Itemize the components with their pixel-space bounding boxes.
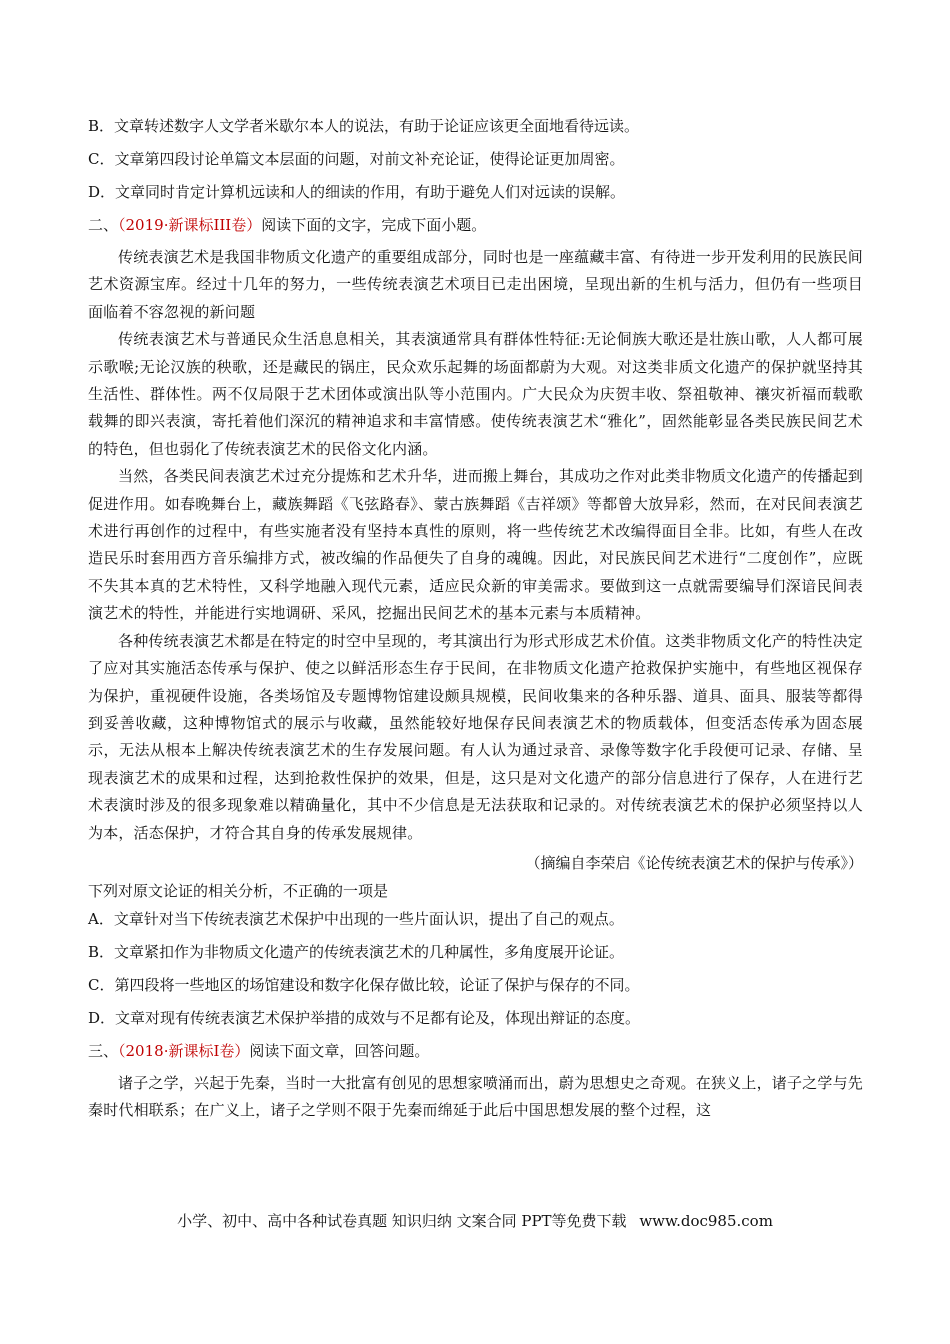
option-b: B．文章紧扣作为非物质文化遗产的传统表演艺术的几种属性，多角度展开论证。	[88, 942, 625, 961]
option-d-prev: D．文章同时肯定计算机远读和人的细读的作用，有助于避免人们对远读的误解。	[88, 183, 626, 201]
passage-source: （摘编自李荣启《论传统表演艺术的保护与传承》）	[525, 853, 863, 872]
section-3-number: 三、	[88, 1041, 119, 1060]
section-2-source-tag: （2019·新课标III卷）	[118, 216, 262, 234]
section-3-paragraph: 诸子之学，兴起于先秦，当时一大批富有创见的思想家喷涌而出，蔚为思想史之奇观。在狭义上，诸子之学与先秦时代相联系；在广义上，诸子之学则不限于先秦而绵延于此后中国思想发展的整个过程，这	[88, 1073, 863, 1120]
option-d: D．文章对现有传统表演艺术保护举措的成效与不足都有论及，体现出辩证的态度。	[88, 1008, 641, 1027]
option-c: C．第四段将一些地区的场馆建设和数字化保存做比较，论证了保护与保存的不同。	[88, 975, 640, 994]
section-2-heading	[88, 211, 863, 239]
option-c-prev: C．文章第四段讨论单篇文本层面的问题，对前文补充论证，使得论证更加周密。	[88, 150, 625, 168]
passage-paragraph-1: 传统表演艺术是我国非物质文化遗产的重要组成部分，同时也是一座蕴藏丰富、有待进一步开发利用的民族民间艺术资源宝库。经过十几年的努力，一些传统表演艺术项目已走出困境，呈现出新的生机与活力，但仍有一些项目面临着不容忽视的新问题	[88, 248, 863, 321]
section-3-source-tag: （2018·新课标I卷）	[118, 1041, 250, 1060]
question-stem: 下列对原文论证的相关分析，不正确的一项是	[88, 881, 389, 900]
footer-site-link[interactable]: www.doc985.com	[639, 1212, 773, 1230]
page-footer	[0, 1210, 950, 1231]
passage-paragraph-3: 当然，各类民间表演艺术过充分提炼和艺术升华，进而搬上舞台，其成功之作对此类非物质文化遗产的传播起到促进作用。如春晚舞台上，藏族舞蹈《飞弦路春》、蒙古族舞蹈《吉祥颂》等都曾大放异彩，然而，在对民间表演艺术进行再创作的过程中，有些实施者没有坚持本真性的原则，将一些传统艺术改编得面目全非。比如，有些人在改造民乐时套用西方音乐编排方式，被改编的作品便失了自身的魂魄。因此，对民族民间艺术进行“二度创作”，应既不失其本真的艺术特性，又科学地融入现代元素，适应民众新的审美需求。要做到这一点就需要编导们深谙民间表演艺术的特性，并能进行实地调研、采风，挖掘出民间艺术的基本元素与本质精神。	[88, 467, 863, 623]
footer-text: 小学、初中、高中各种试卷真题 知识归纳 文案合同 PPT等免费下载	[177, 1212, 627, 1230]
section-2-number: 二、	[88, 216, 119, 234]
section-3-instruction: 阅读下面文章，回答问题。	[249, 1041, 430, 1060]
passage-paragraph-2: 传统表演艺术与普通民众生活息息相关，其表演通常具有群体性特征:无论侗族大歌还是壮族山歌，人人都可展示歌喉;无论汉族的秧歌，还是藏民的锅庄，民众欢乐起舞的场面都蔚为大观。对这类非质文化遗产的保护就坚持其生活性、群体性。两不仅局限于艺术团体或演出队等小范围内。广大民众为庆贺丰收、祭祖敬神、禳灾祈福而载歌载舞的即兴表演，寄托着他们深沉的精神追求和丰富情感。使传统表演艺术“雅化”，固然能彰显各类民族民间艺术的特色，但也弱化了传统表演艺术的民俗文化内涵。	[88, 330, 863, 458]
option-a: A．文章针对当下传统表演艺术保护中出现的一些片面认识，提出了自己的观点。	[88, 909, 624, 928]
document-page	[88, 112, 863, 1125]
passage-paragraph-4: 各种传统表演艺术都是在特定的时空中呈现的，考其演出行为形式形成艺术价值。这类非物质文化产的特性决定了应对其实施活态传承与保护、使之以鲜活形态生存于民间，在非物质文化遗产抢救保护实施中，有些地区视保存为保护，重视硬件设施，各类场馆及专题博物馆建设颇具规模，民间收集来的各种乐器、道具、面具、服装等都得到妥善收藏，这种博物馆式的展示与收藏，虽然能较好地保存民间表演艺术的物质载体，但变活态传承为固态展示，无法从根本上解决传统表演艺术的生存发展问题。有人认为通过录音、录像等数字化手段便可记录、存储、呈现表演艺术的成果和过程，达到抢救性保护的效果，但是，这只是对文化遗产的部分信息进行了保存，人在进行艺术表演时涉及的很多现象难以精确量化，其中不少信息是无法获取和记录的。对传统表演艺术的保护必须坚持以人为本，活态保护，才符合其自身的传承发展规律。	[88, 631, 863, 842]
section-3-heading	[88, 1037, 863, 1065]
section-2-instruction: 阅读下面的文字，完成下面小题。	[261, 216, 487, 234]
option-b-prev: B．文章转述数字人文学者米歇尔本人的说法，有助于论证应该更全面地看待远读。	[88, 117, 640, 135]
